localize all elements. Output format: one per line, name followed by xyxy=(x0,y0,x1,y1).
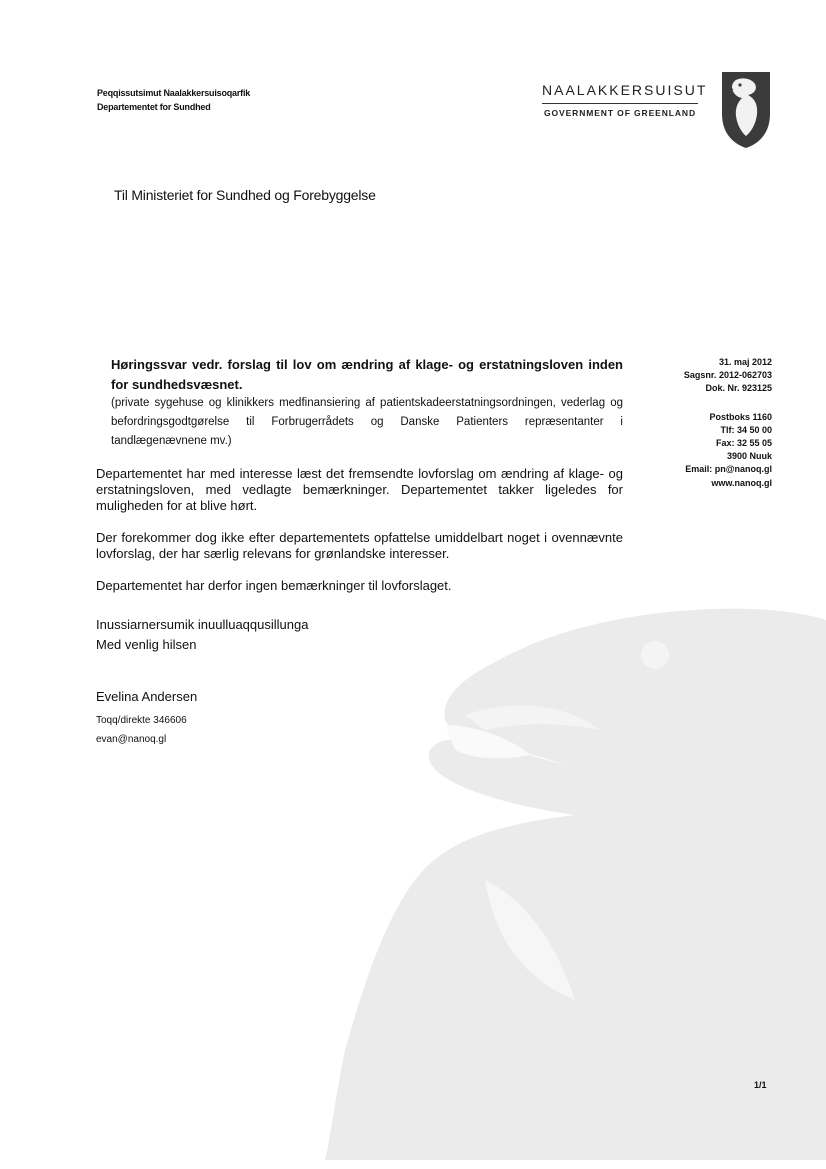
signer-email: evan@nanoq.gl xyxy=(96,734,167,745)
city: 3900 Nuuk xyxy=(726,451,772,462)
closing xyxy=(96,615,308,655)
gov-name-en: GOVERNMENT OF GREENLAND xyxy=(544,108,696,118)
date: 31. maj 2012 xyxy=(718,357,772,367)
polar-bear-watermark-icon xyxy=(325,600,826,1160)
greeting-greenlandic: Inussiarnersumik inuulluaqqusillunga xyxy=(96,617,309,632)
case-number: Sagsnr. 2012-062703 xyxy=(683,370,772,381)
signer-contact xyxy=(96,711,187,749)
government-logo-text xyxy=(542,82,708,118)
greeting-danish: Med venlig hilsen xyxy=(96,637,197,652)
subject-title: Høringssvar vedr. forslag til lov om ændring af klage- og erstatningsloven inden for sundhedsvæsnet. xyxy=(111,357,623,392)
gov-divider xyxy=(542,103,698,104)
contact-email: Email: pn@nanoq.gl xyxy=(685,464,772,475)
body-paragraph-2: Der forekommer dog ikke efter departementets opfattelse umiddelbart noget i ovennævnte lovforslag, der har særlig relevans for grønlandske interesser. xyxy=(96,530,623,561)
phone: Tlf: 34 50 00 xyxy=(720,424,772,435)
document-metadata xyxy=(684,356,772,490)
recipient: Til Ministeriet for Sundhed og Forebyggelse xyxy=(114,187,376,203)
signer-direct-phone: Toqq/direkte 346606 xyxy=(96,715,187,726)
sender-block xyxy=(97,86,250,114)
sender-department: Departementet for Sundhed xyxy=(97,102,211,112)
page-number: 1/1 xyxy=(754,1080,767,1090)
body-paragraph-3: Departementet har derfor ingen bemærkninger til lovforslaget. xyxy=(96,578,452,593)
document-number: Dok. Nr. 923125 xyxy=(705,383,772,394)
body-paragraph-1: Departementet har med interesse læst det fremsendte lovforslag om ændring af klage- og erstatningsloven, med vedlagte bemærkninger. Departementet takker ligeledes for muligheden for at blive hørt. xyxy=(96,466,623,513)
sender-ministry: Peqqissutsimut Naalakkersuisoqarfik xyxy=(97,88,251,98)
postbox: Postboks 1160 xyxy=(709,411,772,422)
signer-name: Evelina Andersen xyxy=(96,689,198,704)
gov-name: NAALAKKERSUISUT xyxy=(542,82,708,98)
fax: Fax: 32 55 05 xyxy=(715,438,772,449)
website: www.nanoq.gl xyxy=(711,477,772,488)
polar-bear-crest-icon xyxy=(720,70,772,150)
subject-note: (private sygehuse og klinikkers medfinansiering af patientskadeerstatningsordningen, vederlag og befordringsgodtgørelse til Forbrugerrådets og Danske Patienters repræsentanter i tandlægenævnene mv.) xyxy=(111,397,623,447)
